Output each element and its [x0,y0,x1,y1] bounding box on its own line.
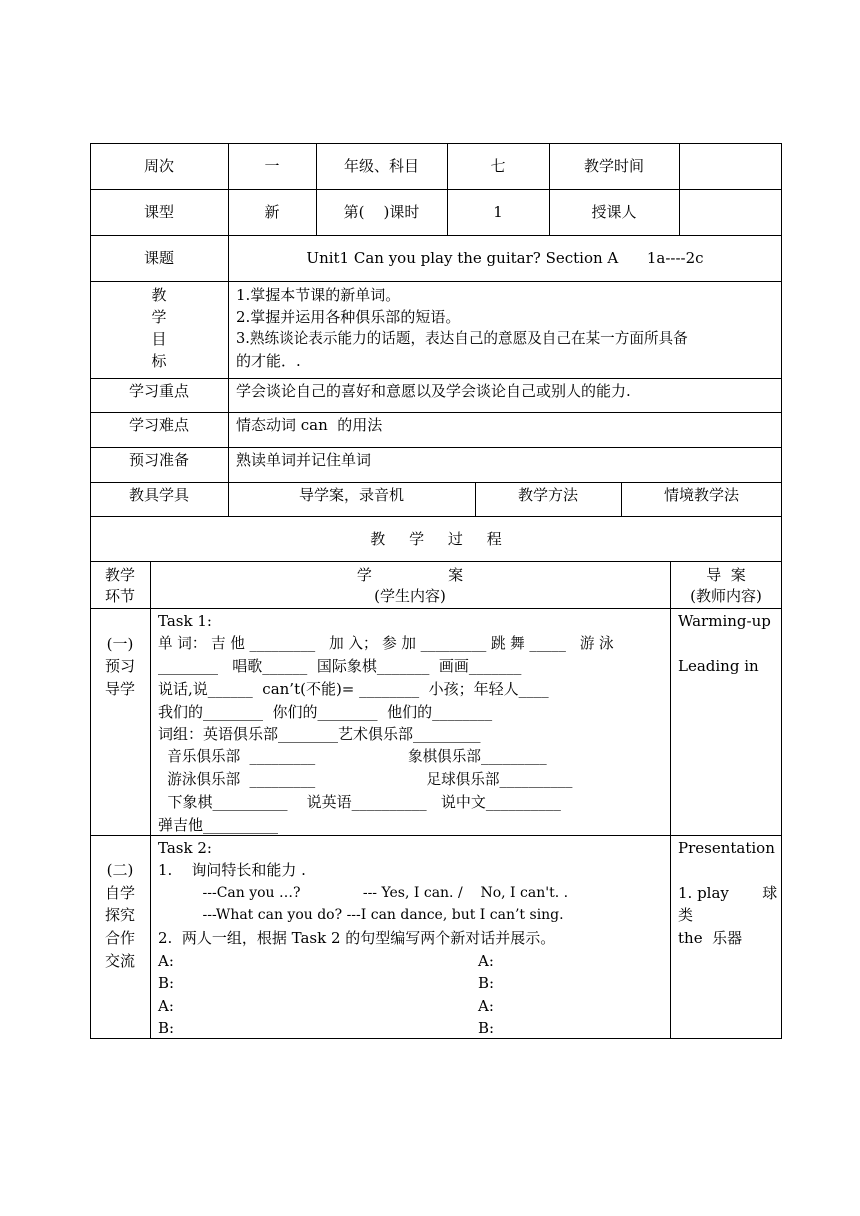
tools-value: 导学案，录音机 [298,486,404,504]
difficulties-value: 情态动词 can 的用法 [236,416,383,434]
method-value: 情境教学法 [663,486,739,504]
objectives-label-char: 目 [151,330,167,348]
task1-line: ________ 唱歌______ 国际象棋_______ 画画_______ [158,657,522,675]
lesson-type-label: 课型 [143,203,174,221]
dialog-right: B: [478,1019,495,1037]
section1-guide: Leading in [678,657,759,675]
teach-time-label: 教学时间 [583,157,644,175]
col-line [150,561,151,1039]
stage-header: 教学 [104,566,135,584]
section1-stage: (一) [106,635,134,653]
row-line [90,235,782,236]
row-line [90,378,782,379]
preparation-value: 熟读单词并记住单词 [236,451,372,469]
week-label: 周次 [143,157,174,175]
row-line [90,482,782,483]
guide-header: (教师内容) [690,587,762,605]
section2-guide: 类 [678,906,694,924]
objective-line: 1.掌握本节课的新单词。 [236,286,401,304]
section2-stage: 交流 [104,952,135,970]
objectives-label-char: 标 [151,352,167,370]
task2-line: Task 2: [158,839,212,857]
section1-stage: 导学 [104,680,135,698]
grade-subject-value: 七 [490,157,506,175]
task2-line: ---What can you do? ---I can dance, but I can’t sing. [158,907,564,923]
task1-line: Task 1: [158,612,212,630]
key-points-value: 学会谈论自己的喜好和意愿以及学会谈论自己或别人的能力. [236,382,631,400]
study-header: 学 案 [356,566,464,584]
process-title: 教 学 过 程 [370,530,502,548]
task1-line: 词组：英语俱乐部________艺术俱乐部_________ [158,725,481,743]
task1-line: 音乐俱乐部 _________ 象棋俱乐部_________ [158,748,547,765]
difficulties-label: 学习难点 [128,416,189,434]
row-line [90,608,782,609]
dialog-left: A: [158,997,174,1015]
task2-line: ---Can you …? --- Yes, I can. / No, I can't. . [158,885,569,901]
objective-line: 的才能．. [236,352,301,370]
section2-guide: Presentation [678,839,775,857]
task1-line: 我们的________ 你们的________ 他们的________ [158,703,493,721]
preparation-label: 预习准备 [128,451,189,469]
dialog-right: B: [478,974,495,992]
week-value: 一 [264,157,280,175]
objectives-label-char: 教 [151,286,167,304]
task2-line: 2. 两人一组，根据 Task 2 的句型编写两个新对话并展示。 [158,929,556,947]
section2-stage: 合作 [104,929,135,947]
task1-line: 下象棋__________ 说英语__________ 说中文__________ [158,793,561,811]
section2-stage: 探究 [104,906,135,924]
key-points-label: 学习重点 [128,382,189,400]
col-line [228,235,229,516]
col-line [679,143,680,235]
section1-stage: 预习 [104,657,135,675]
section2-stage: 自学 [104,884,135,902]
period-label: 第( )课时 [343,203,420,221]
stage-header: 环节 [104,587,135,605]
task1-line: 说话,说______ can’t(不能)= ________ 小孩；年轻人____ [158,680,549,698]
period-value: 1 [493,203,503,221]
objective-line: 2.掌握并运用各种俱乐部的短语。 [236,308,461,326]
tools-label: 教具学具 [128,486,189,504]
study-header: (学生内容) [374,587,446,605]
guide-header: 导 案 [706,566,746,584]
task1-line: 单 词： 吉 他 _________ 加 入； 参 加 _________ 跳 舞 _____ 游 泳 [158,635,614,652]
lesson-type-value: 新 [264,203,280,221]
dialog-right: A: [478,997,494,1015]
dialog-left: B: [158,1019,175,1037]
row-line [90,447,782,448]
grade-subject-label: 年级、科目 [343,157,419,175]
task2-line: 1. 询问特长和能力 . [158,861,306,879]
topic-value: Unit1 Can you play the guitar? Section A 1a----2c [306,249,704,267]
task1-line: 游泳俱乐部 _________ 足球俱乐部__________ [158,771,573,788]
row-line [90,412,782,413]
row-line [90,561,782,562]
teacher-label: 授课人 [591,203,637,221]
col-line [670,561,671,1039]
section2-guide: the 乐器 [678,929,743,947]
row-line [90,281,782,282]
section2-guide: 1. play 球 [678,884,778,902]
section2-stage: (二) [106,861,134,879]
task1-line: 弹吉他__________ [158,816,279,834]
dialog-left: A: [158,952,174,970]
row-line [90,516,782,517]
dialog-left: B: [158,974,175,992]
section1-guide: Warming-up [678,612,771,630]
topic-label: 课题 [143,249,174,267]
objectives-label-char: 学 [151,308,167,326]
method-label: 教学方法 [517,486,578,504]
objective-line: 3.熟练谈论表示能力的话题，表达自己的意愿及自己在某一方面所具备 [236,330,688,347]
dialog-right: A: [478,952,494,970]
